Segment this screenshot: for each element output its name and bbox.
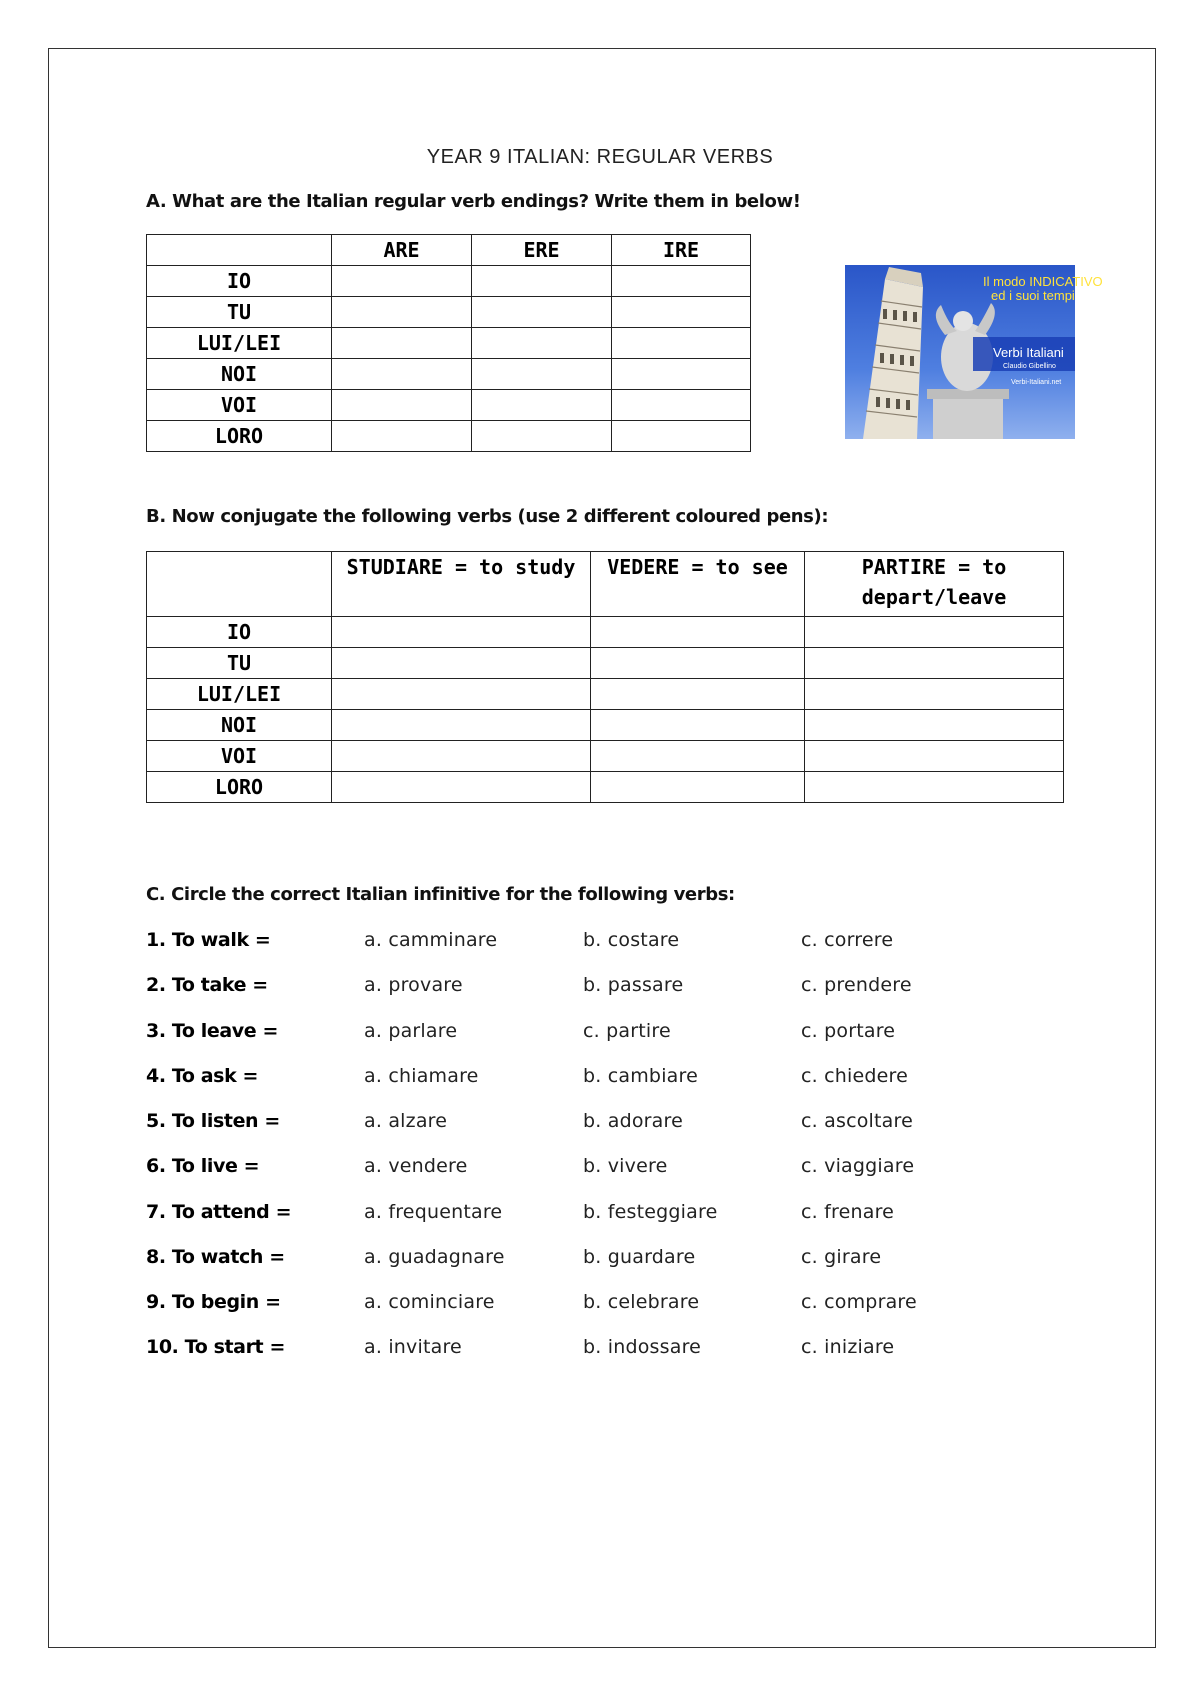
option-c[interactable]: c. iniziare — [801, 1336, 895, 1358]
option-b[interactable]: b. festeggiare — [583, 1201, 718, 1223]
option-a[interactable]: a. frequentare — [364, 1201, 503, 1223]
option-b[interactable]: b. indossare — [583, 1336, 702, 1358]
row-header-lui-lei: LUI/LEI — [147, 679, 332, 710]
option-b[interactable]: b. celebrare — [583, 1291, 700, 1313]
option-a[interactable]: a. chiamare — [364, 1065, 479, 1087]
answer-cell[interactable] — [332, 297, 472, 328]
option-c[interactable]: c. chiedere — [801, 1065, 909, 1087]
section-b-heading: B. Now conjugate the following verbs (use 2 different coloured pens): — [146, 506, 829, 527]
row-header-noi: NOI — [147, 359, 332, 390]
page-title: YEAR 9 ITALIAN: REGULAR VERBS — [426, 146, 774, 168]
answer-cell[interactable] — [472, 328, 612, 359]
answer-cell[interactable] — [612, 421, 751, 452]
option-a[interactable]: a. parlare — [364, 1020, 458, 1042]
answer-cell[interactable] — [332, 359, 472, 390]
row-header-loro: LORO — [147, 421, 332, 452]
col-header-studiare: STUDIARE = to study — [332, 552, 591, 617]
answer-cell[interactable] — [332, 328, 472, 359]
answer-cell[interactable] — [472, 297, 612, 328]
row-header-io: IO — [147, 266, 332, 297]
verb-endings-table — [146, 234, 751, 452]
table-a-corner — [147, 235, 332, 266]
answer-cell[interactable] — [472, 359, 612, 390]
option-b[interactable]: c. partire — [583, 1020, 671, 1042]
image-caption-4: Claudio Gibellino — [1003, 363, 1056, 370]
answer-cell[interactable] — [591, 617, 805, 648]
option-c[interactable]: c. ascoltare — [801, 1110, 913, 1132]
question-label: 2. To take = — [146, 974, 268, 996]
option-a[interactable]: a. camminare — [364, 929, 498, 951]
col-header-ere: ERE — [472, 235, 612, 266]
answer-cell[interactable] — [805, 679, 1064, 710]
image-caption-5: Verbi-Italiani.net — [1011, 379, 1062, 386]
section-c-heading: C. Circle the correct Italian infinitive for the following verbs: — [146, 884, 735, 905]
option-b[interactable]: b. adorare — [583, 1110, 684, 1132]
question-label: 4. To ask = — [146, 1065, 259, 1087]
row-header-tu: TU — [147, 648, 332, 679]
pisa-tower-image — [845, 265, 1103, 439]
conjugation-table — [146, 551, 1064, 803]
row-header-tu: TU — [147, 297, 332, 328]
answer-cell[interactable] — [332, 617, 591, 648]
option-a[interactable]: a. provare — [364, 974, 463, 996]
table-b-corner — [147, 552, 332, 617]
answer-cell[interactable] — [612, 390, 751, 421]
row-header-lui-lei: LUI/LEI — [147, 328, 332, 359]
row-header-voi: VOI — [147, 741, 332, 772]
question-label: 7. To attend = — [146, 1201, 292, 1223]
option-b[interactable]: b. guardare — [583, 1246, 696, 1268]
option-c[interactable]: c. prendere — [801, 974, 912, 996]
option-a[interactable]: a. invitare — [364, 1336, 462, 1358]
answer-cell[interactable] — [332, 710, 591, 741]
option-a[interactable]: a. cominciare — [364, 1291, 495, 1313]
option-c[interactable]: c. viaggiare — [801, 1155, 915, 1177]
answer-cell[interactable] — [612, 359, 751, 390]
row-header-io: IO — [147, 617, 332, 648]
col-header-partire: PARTIRE = to depart/leave — [805, 552, 1064, 617]
answer-cell[interactable] — [805, 648, 1064, 679]
answer-cell[interactable] — [332, 390, 472, 421]
answer-cell[interactable] — [332, 772, 591, 803]
option-b[interactable]: b. cambiare — [583, 1065, 699, 1087]
answer-cell[interactable] — [591, 741, 805, 772]
answer-cell[interactable] — [332, 679, 591, 710]
question-label: 8. To watch = — [146, 1246, 285, 1268]
image-caption-3: Verbi Italiani — [993, 345, 1064, 360]
question-label: 10. To start = — [146, 1336, 285, 1358]
answer-cell[interactable] — [612, 266, 751, 297]
option-a[interactable]: a. vendere — [364, 1155, 468, 1177]
question-label: 9. To begin = — [146, 1291, 281, 1313]
answer-cell[interactable] — [591, 710, 805, 741]
question-label: 6. To live = — [146, 1155, 260, 1177]
question-label: 5. To listen = — [146, 1110, 280, 1132]
answer-cell[interactable] — [472, 390, 612, 421]
option-a[interactable]: a. alzare — [364, 1110, 448, 1132]
answer-cell[interactable] — [472, 421, 612, 452]
answer-cell[interactable] — [805, 710, 1064, 741]
option-c[interactable]: c. portare — [801, 1020, 896, 1042]
option-a[interactable]: a. guadagnare — [364, 1246, 505, 1268]
row-header-voi: VOI — [147, 390, 332, 421]
option-c[interactable]: c. correre — [801, 929, 894, 951]
option-b[interactable]: b. costare — [583, 929, 680, 951]
col-header-are: ARE — [332, 235, 472, 266]
col-header-ire: IRE — [612, 235, 751, 266]
section-a-heading: A. What are the Italian regular verb endings? Write them in below! — [146, 191, 801, 212]
answer-cell[interactable] — [472, 266, 612, 297]
answer-cell[interactable] — [612, 297, 751, 328]
row-header-loro: LORO — [147, 772, 332, 803]
answer-cell[interactable] — [805, 617, 1064, 648]
answer-cell[interactable] — [805, 772, 1064, 803]
answer-cell[interactable] — [805, 741, 1064, 772]
answer-cell[interactable] — [612, 328, 751, 359]
option-c[interactable]: c. comprare — [801, 1291, 917, 1313]
option-b[interactable]: b. passare — [583, 974, 684, 996]
answer-cell[interactable] — [591, 772, 805, 803]
option-c[interactable]: c. frenare — [801, 1201, 895, 1223]
answer-cell[interactable] — [332, 648, 591, 679]
question-label: 3. To leave = — [146, 1020, 278, 1042]
option-c[interactable]: c. girare — [801, 1246, 882, 1268]
answer-cell[interactable] — [332, 421, 472, 452]
option-b[interactable]: b. vivere — [583, 1155, 668, 1177]
col-header-vedere: VEDERE = to see — [591, 552, 805, 617]
image-caption-2: ed i suoi tempi — [991, 288, 1075, 303]
question-label: 1. To walk = — [146, 929, 271, 951]
image-caption-1: Il modo INDICATIVO — [983, 274, 1103, 289]
answer-cell[interactable] — [591, 679, 805, 710]
answer-cell[interactable] — [332, 266, 472, 297]
answer-cell[interactable] — [332, 741, 591, 772]
answer-cell[interactable] — [591, 648, 805, 679]
row-header-noi: NOI — [147, 710, 332, 741]
